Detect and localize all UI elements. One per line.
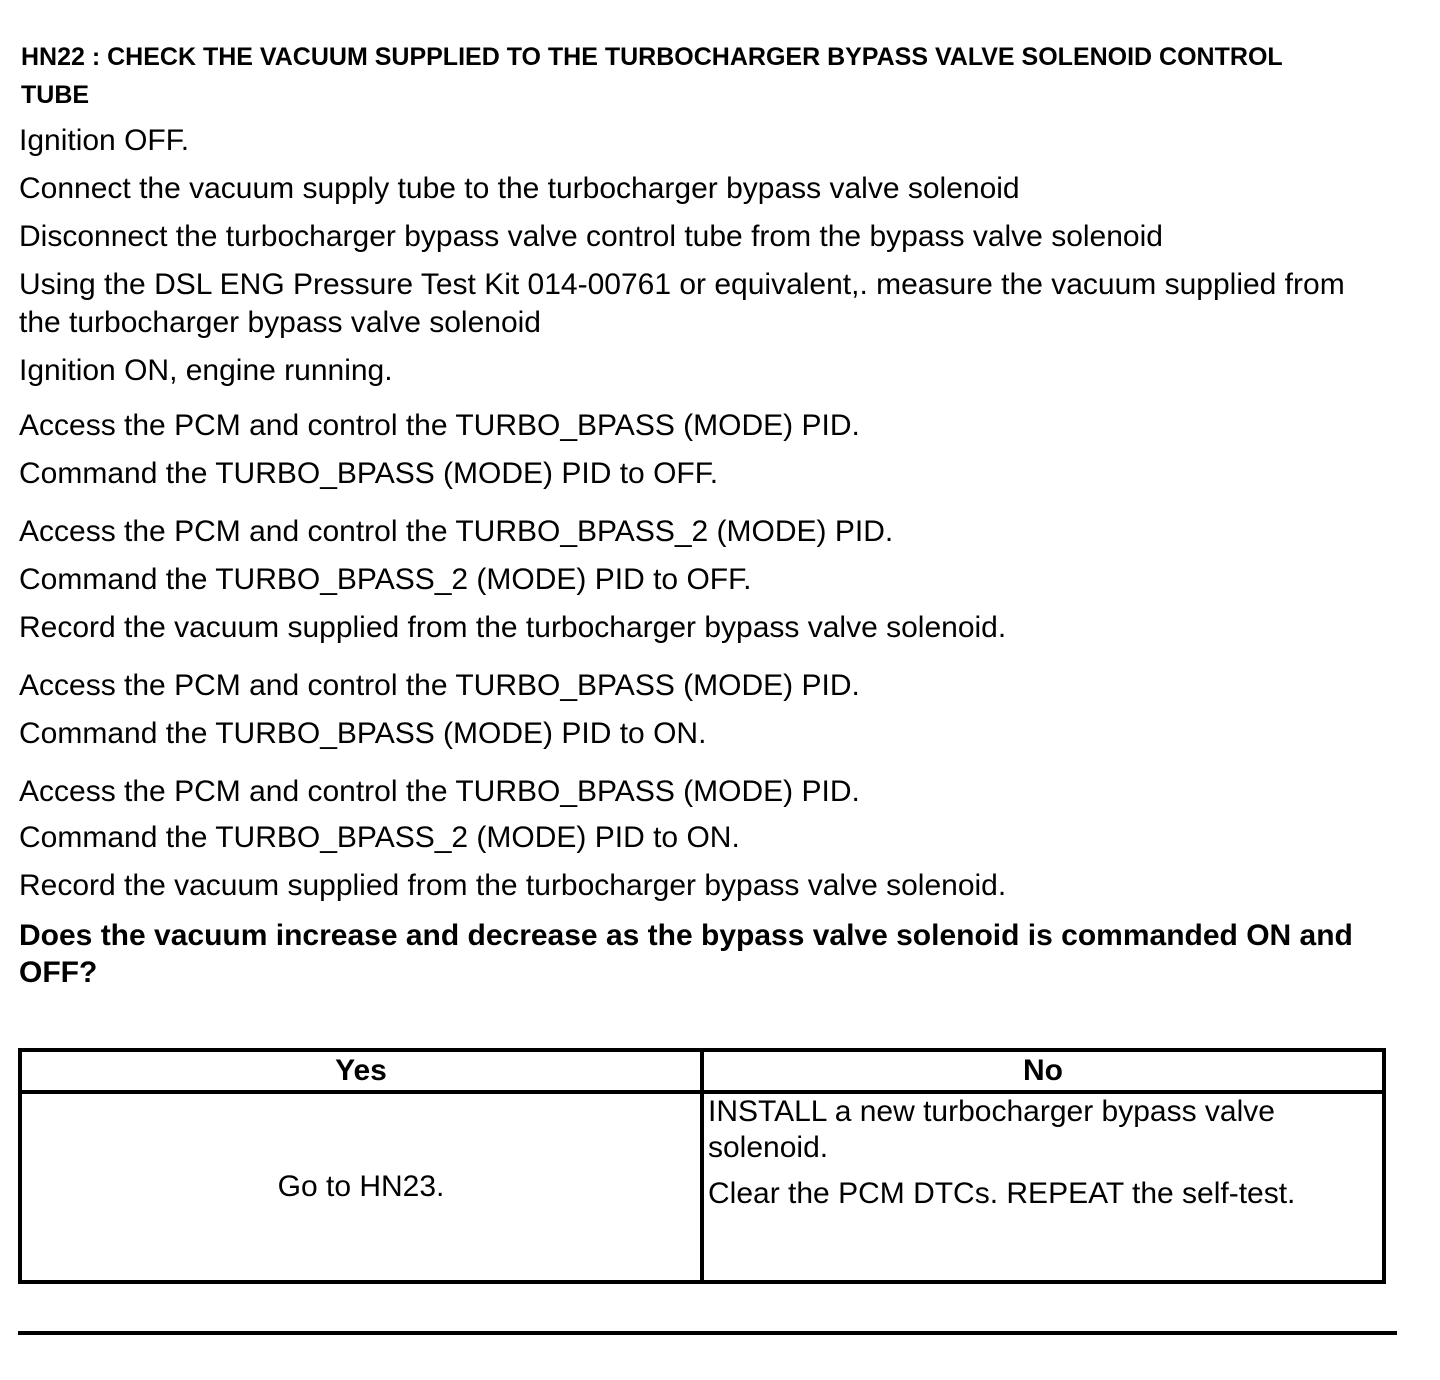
step-connect-supply-tube: Connect the vacuum supply tube to the turbocharger bypass valve solenoid bbox=[19, 172, 1020, 205]
step-ignition-off: Ignition OFF. bbox=[19, 124, 190, 157]
step-access-pcm-bpass: Access the PCM and control the TURBO_BPASS (MODE) PID. bbox=[19, 409, 860, 442]
table-header-row bbox=[20, 1050, 1384, 1092]
table-row bbox=[20, 1092, 1384, 1282]
yes-action: Go to HN23. bbox=[20, 1092, 702, 1282]
no-action-clear-dtcs: Clear the PCM DTCs. REPEAT the self-test. bbox=[708, 1177, 1296, 1210]
step-record-vacuum-off: Record the vacuum supplied from the turbocharger bypass valve solenoid. bbox=[19, 611, 1007, 644]
step-disconnect-control-tube: Disconnect the turbocharger bypass valve control tube from the bypass valve solenoid bbox=[19, 220, 1163, 253]
step-access-pcm-bpass-again: Access the PCM and control the TURBO_BPASS (MODE) PID. bbox=[19, 669, 860, 702]
step-ignition-on: Ignition ON, engine running. bbox=[19, 354, 393, 387]
no-header: No bbox=[702, 1050, 1384, 1092]
step-record-vacuum-on: Record the vacuum supplied from the turbocharger bypass valve solenoid. bbox=[19, 869, 1007, 902]
step-command-bpass-on: Command the TURBO_BPASS (MODE) PID to ON. bbox=[19, 717, 707, 750]
no-action-install: INSTALL a new turbocharger bypass valve solenoid. bbox=[708, 1095, 1275, 1164]
step-access-pcm-bpass-third: Access the PCM and control the TURBO_BPASS (MODE) PID. bbox=[19, 775, 860, 808]
yes-header: Yes bbox=[20, 1050, 702, 1092]
result-table bbox=[18, 1048, 1386, 1284]
bottom-divider bbox=[18, 1331, 1397, 1335]
no-actions bbox=[702, 1092, 1384, 1282]
test-question: Does the vacuum increase and decrease as the bypass valve solenoid is commanded ON and OFF? bbox=[19, 919, 1353, 989]
step-command-bpass-2-on: Command the TURBO_BPASS_2 (MODE) PID to ON. bbox=[19, 821, 740, 854]
step-command-bpass-2-off: Command the TURBO_BPASS_2 (MODE) PID to OFF. bbox=[19, 563, 752, 596]
step-command-bpass-off: Command the TURBO_BPASS (MODE) PID to OFF. bbox=[19, 457, 719, 490]
step-access-pcm-bpass-2: Access the PCM and control the TURBO_BPASS_2 (MODE) PID. bbox=[19, 515, 894, 548]
procedure-heading: HN22 : CHECK THE VACUUM SUPPLIED TO THE TURBOCHARGER BYPASS VALVE SOLENOID CONTROL TUBE bbox=[21, 43, 1283, 109]
step-measure-vacuum: Using the DSL ENG Pressure Test Kit 014-00761 or equivalent,. measure the vacuum supplied from the turbocharger bypass valve solenoid bbox=[19, 268, 1345, 339]
